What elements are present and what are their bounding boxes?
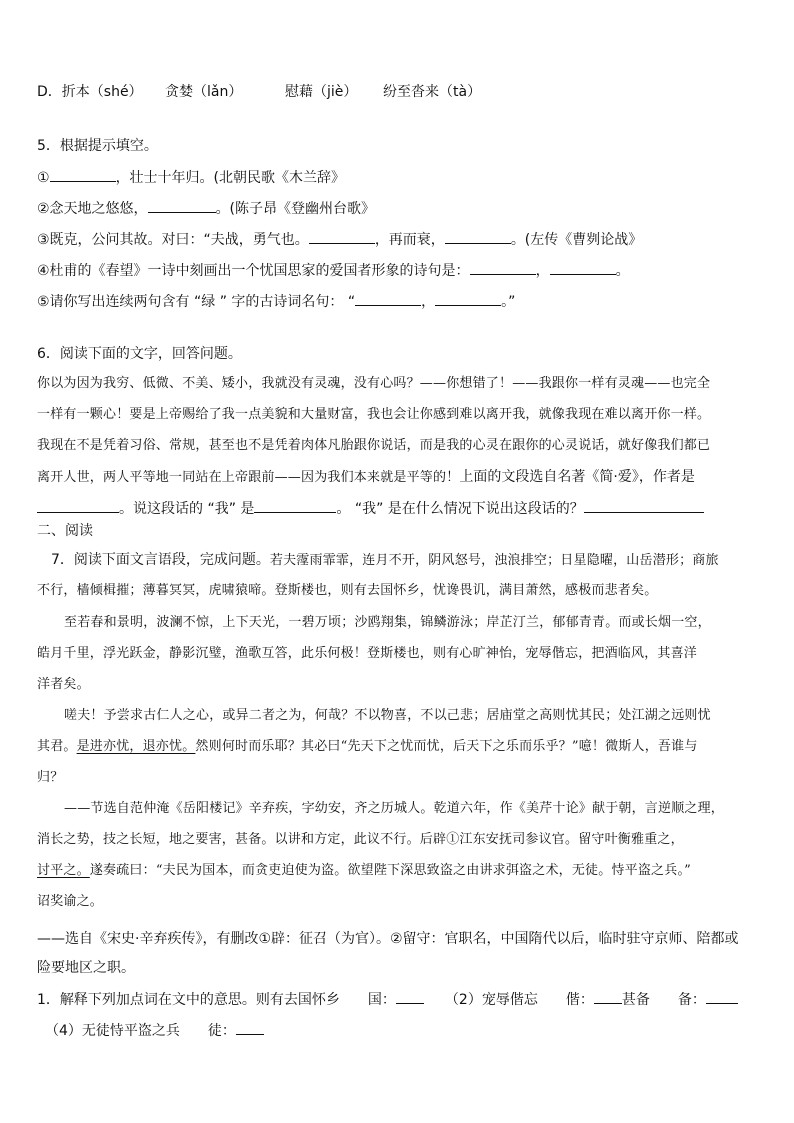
option-d-a: D．折本（shé）	[37, 84, 143, 100]
q5-line-5	[37, 291, 515, 312]
q7-line-12: 诏奖谕之。	[37, 894, 104, 909]
q7-line-3: 至若春和景明，波澜不惊，上下天光，一碧万顷；沙鸥翔集，锦鳞游泳；岸芷汀兰，郁郁青青。而或长烟一空，	[64, 615, 711, 630]
q5-l2-pre: ②念天地之悠悠，	[37, 201, 148, 217]
q7-line-10: 消长之势，技之长短，地之要害，甚备。以讲和方定，此议不行。后辟①江东安抚司参议官。留守叶衡雅重之，	[37, 832, 684, 847]
xie-blank[interactable]	[594, 989, 622, 1004]
q5-line-3	[37, 229, 642, 250]
q7-sub4-pre: （4）无徒恃平盗之兵 徒：	[45, 1023, 236, 1039]
option-d-row	[37, 82, 481, 102]
speaker-blank[interactable]	[254, 498, 336, 513]
q5-l2-post: 。(陈子昂《登幽州台歌》	[215, 201, 376, 217]
q5-l3-pre: ③既克，公问其故。对曰：“夫战，勇气也。	[37, 232, 309, 248]
q7-line-9: ——节选自范仲淹《岳阳楼记》辛弃疾，字幼安，齐之历城人。乾道六年，作《美芹十论》献于朝，言逆顺之理，	[64, 801, 725, 816]
q6-p4b: 上面的文段选自名著《简·爱》，作者是	[459, 469, 695, 485]
q6-p5a: 。说这段话的 “我” 是	[119, 501, 255, 517]
q6-p5b: 。 “我” 是在什么情况下说出这段话的？	[336, 501, 584, 517]
author-blank[interactable]	[37, 498, 119, 513]
q7-line-5: 洋者矣。	[37, 677, 90, 692]
q5-l1-pre: ①	[37, 170, 50, 186]
fill-blank-3[interactable]	[309, 229, 375, 244]
q5-heading: 5．根据提示填空。	[37, 138, 158, 154]
fill-blank-7[interactable]	[355, 291, 421, 306]
q5-l1-post: ，壮士十年归。(北朝民歌《木兰辞》	[115, 170, 346, 186]
q7-l7c: 然则何时而乐耶？其必曰“先天下之忧而忧，后天下之乐而乐乎？”噫！微斯人，吾谁与	[195, 739, 698, 754]
q6-passage-line-4	[37, 467, 695, 488]
q7-line-4: 皓月千里，浮光跃金，静影沉璧，渔歌互答，此乐何极！登斯楼也，则有心旷神怡，宠辱偕忘，把酒临风，其喜洋	[37, 646, 698, 661]
q5-l3-mid: ，再而衰，	[374, 232, 445, 248]
q7-line-7	[37, 737, 698, 757]
q7-intro: 7．阅读下面文言语段，完成问题。	[37, 552, 270, 568]
q7-sub4-line	[45, 1020, 264, 1041]
q6-p4a: 离开人世，两人平等地一同站在上帝跟前——因为我们本来就是平等的！	[37, 470, 460, 485]
option-d-d: 纷至沓来（tà）	[383, 84, 482, 100]
fill-blank-4[interactable]	[445, 229, 511, 244]
q7-l7a: 其君。	[37, 739, 77, 754]
q7-l1: 若夫霪雨霏霏，连月不开，阴风怒号，浊浪排空；日星隐曜，山岳潜形；商旅	[269, 553, 719, 568]
situation-blank[interactable]	[584, 498, 704, 513]
q6-passage-line-2: 一样有一颗心！要是上帝赐给了我一点美貌和大量财富，我也会让你感到难以离开我，就像我现在难以离开你一样。	[37, 407, 711, 422]
q5-l5-post: 。”	[501, 294, 516, 310]
q7-line-11	[37, 861, 691, 881]
q5-l5-mid: ，	[421, 294, 436, 310]
q7-sub1-mid2: 甚备 备：	[621, 992, 706, 1008]
q5-l5-pre: ⑤请你写出连续两句含有 “绿 ” 字的古诗词名句： “	[37, 294, 356, 310]
tu-blank[interactable]	[236, 1020, 264, 1035]
q5-l4-pre: ④杜甫的《春望》一诗中刻画出一个忧国思家的爱国者形象的诗句是：	[37, 263, 470, 279]
q7-line-2: 不行，樯倾楫摧；薄暮冥冥，虎啸猿啼。登斯楼也，则有去国怀乡，忧谗畏讥，满目萧然，感极而悲者矣。	[37, 583, 658, 598]
q7-l11b: 遂奏疏曰：“夫民为国本，而贪吏迫使为盗。欲望陛下深思致盗之由讲求弭盗之术，无徒。恃平盗之兵。”	[89, 863, 692, 878]
q7-sub1-line	[37, 989, 738, 1010]
bei-blank[interactable]	[706, 989, 738, 1004]
option-d-b: 贪婪（lǎn）	[165, 84, 243, 100]
q5-l4-post: 。	[615, 263, 630, 279]
q7-sub1-mid: （2）宠辱偕忘 偕：	[423, 992, 594, 1008]
q7-l7b-underlined: 是进亦忧，退亦忧。	[76, 739, 196, 754]
q6-passage-line-3: 我现在不是凭着习俗、常规，甚至也不是凭着肉体凡胎跟你说话，而是我的心灵在跟你的心灵说话，就好像我们都已	[37, 438, 711, 453]
fill-blank-1[interactable]	[50, 167, 116, 182]
q5-l4-mid: ，	[535, 263, 550, 279]
q7-line-6: 嗟夫！予尝求古仁人之心，或异二者之为，何哉？不以物喜，不以己悲；居庙堂之高则忧其民；处江湖之远则忧	[64, 708, 711, 723]
option-d-c: 慰藉（jiè）	[285, 84, 358, 100]
q5-line-1	[37, 167, 345, 188]
fill-blank-5[interactable]	[470, 260, 536, 275]
q7-l11a-underlined: 讨平之。	[37, 863, 90, 878]
q5-line-4	[37, 260, 630, 281]
q5-line-2	[37, 198, 375, 219]
q7-line-1	[37, 550, 719, 571]
q6-question-line	[37, 498, 704, 519]
q6-passage-line-1: 你以为因为我穷、低微、不美、矮小，我就没有灵魂，没有心吗？——你想错了！——我跟你一样有灵魂——也完全	[37, 376, 711, 391]
q5-l3-post: 。(左传《曹刿论战》	[510, 232, 643, 248]
q7-line-14: 险要地区之职。	[37, 960, 135, 976]
q6-heading: 6．阅读下面的文字，回答问题。	[37, 346, 242, 362]
fill-blank-8[interactable]	[435, 291, 501, 306]
guo-blank[interactable]	[396, 989, 424, 1004]
q7-line-13: ——选自《宋史·辛弃疾传》，有删改①辟：征召（为官）。②留守：官职名，中国隋代以后，临时驻守京师、陪都或	[37, 931, 739, 947]
section-2-heading: 二、阅读	[37, 523, 93, 539]
fill-blank-2[interactable]	[148, 198, 216, 213]
q7-line-8: 归？	[37, 770, 64, 785]
q7-sub1-pre: 1．解释下列加点词在文中的意思。则有去国怀乡 国：	[37, 992, 396, 1008]
fill-blank-6[interactable]	[550, 260, 616, 275]
